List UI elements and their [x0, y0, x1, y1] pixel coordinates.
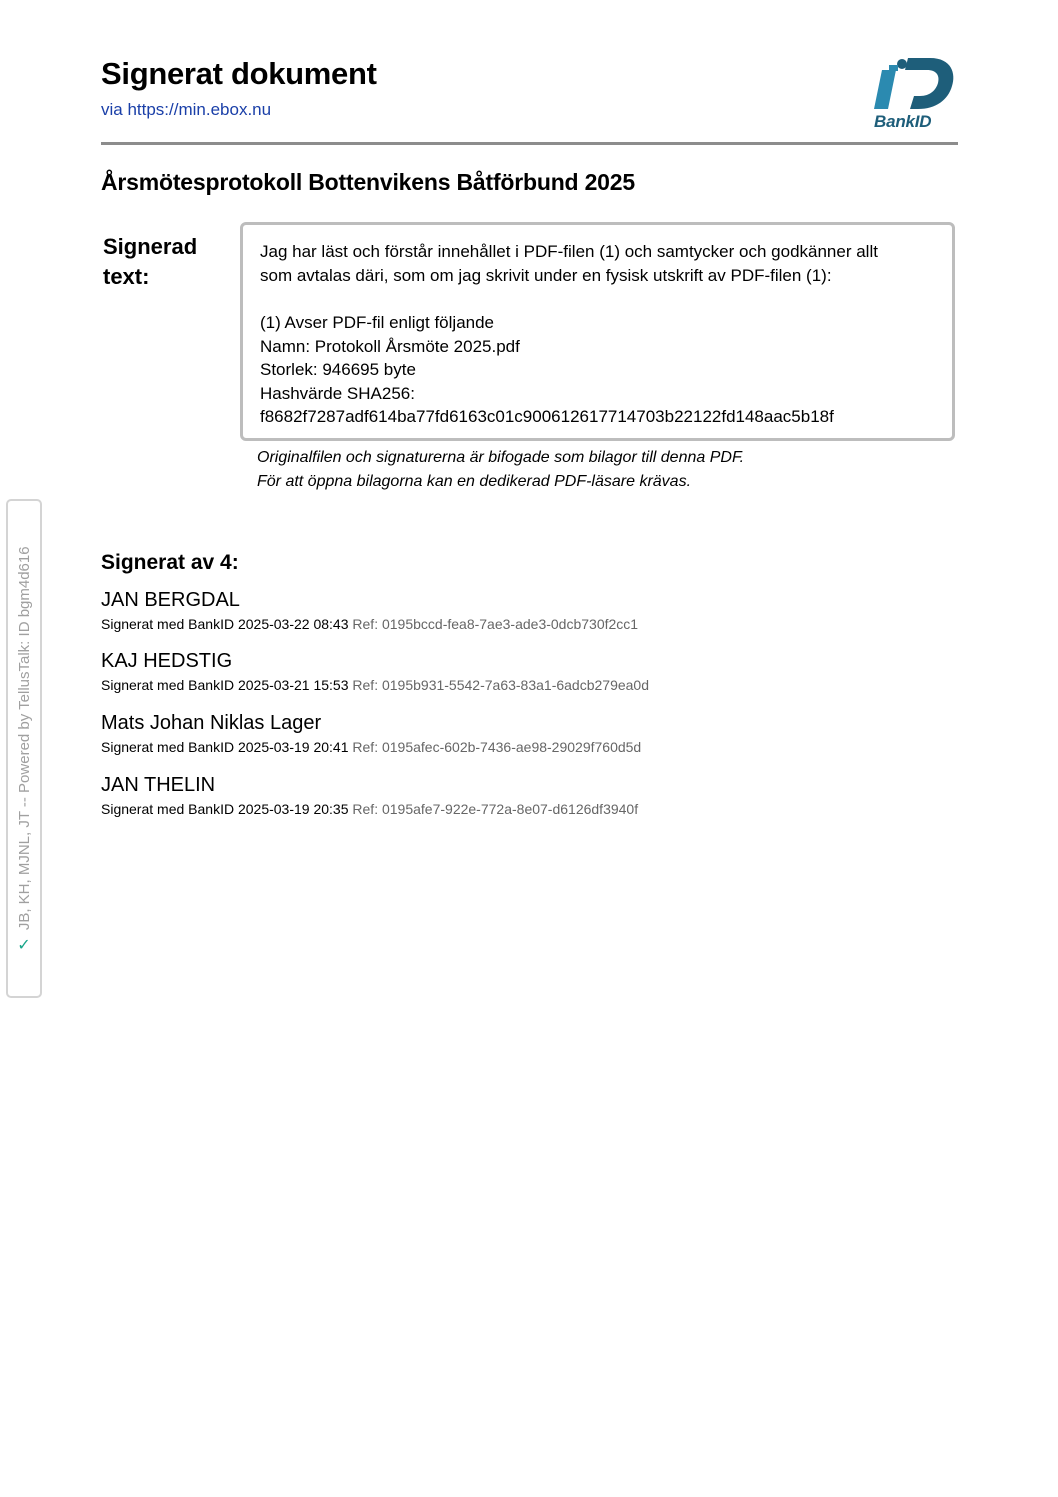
signers-heading: Signerat av 4:: [101, 551, 239, 574]
ref-label: Ref:: [352, 739, 379, 755]
verification-stamp: [6, 499, 42, 998]
signer-name: JAN BERGDAL: [101, 589, 240, 611]
hash-label-line: Hashvärde SHA256:: [260, 383, 415, 403]
signer-method: Signerat med BankID: [101, 739, 235, 755]
verification-stamp-text: JB, KH, MJNL, JT -- Powered by TellusTalk: ID bgm4d616: [15, 545, 33, 930]
checkmark-icon: ✓: [17, 936, 31, 954]
signer-entry: [101, 649, 649, 695]
signer-ref: 0195bccd-fea8-7ae3-ade3-0dcb730f2cc1: [381, 616, 639, 632]
file-size-line: Storlek: 946695 byte: [260, 360, 416, 379]
signer-method: Signerat med BankID: [101, 677, 235, 693]
file-name-line: Namn: Protokoll Årsmöte 2025.pdf: [260, 336, 520, 356]
signed-text-line: (1) Avser PDF-fil enligt följande: [260, 313, 495, 332]
signer-entry: [101, 588, 638, 634]
attachment-note: [257, 446, 744, 494]
bankid-logo-text: BankID: [874, 112, 932, 131]
page-title: Signerat dokument: [101, 56, 377, 91]
signer-entry: [101, 773, 638, 819]
ref-label: Ref:: [352, 801, 379, 817]
signed-text-label: Signerad text:: [103, 234, 198, 289]
signed-text-line: Jag har läst och förstår innehållet i PDF-filen (1) och samtycker och godkänner allt: [260, 242, 878, 261]
header-divider: [101, 142, 958, 145]
ref-label: Ref:: [352, 616, 379, 632]
document-title: Årsmötesprotokoll Bottenvikens Båtförbund 2025: [101, 169, 635, 195]
paragraph-gap: [260, 287, 935, 311]
signer-ref: 0195afe7-922e-772a-8e07-d6126df3940f: [381, 801, 639, 817]
signer-meta: [101, 799, 638, 819]
signer-datetime: 2025-03-19 20:41: [237, 739, 349, 755]
signer-name: KAJ HEDSTIG: [101, 650, 233, 672]
signer-ref: 0195b931-5542-7a63-83a1-6adcb279ea0d: [381, 677, 650, 693]
signer-name: Mats Johan Niklas Lager: [101, 712, 322, 734]
signer-datetime: 2025-03-19 20:35: [237, 801, 349, 817]
signed-text-line: som avtalas däri, som om jag skrivit under en fysisk utskrift av PDF-filen (1):: [260, 265, 832, 285]
source-link[interactable]: via https://min.ebox.nu: [101, 100, 272, 119]
signer-name: JAN THELIN: [101, 774, 216, 796]
signer-meta: [101, 737, 641, 757]
signed-text-box: [240, 222, 955, 441]
attachment-note-line: För att öppna bilagorna kan en dedikerad PDF-läsare krävas.: [257, 473, 692, 490]
signer-method: Signerat med BankID: [101, 801, 235, 817]
signer-meta: [101, 614, 638, 634]
signer-entry: [101, 711, 641, 757]
bankid-logo-icon: [872, 56, 958, 114]
attachment-note-line: Originalfilen och signaturerna är bifogade som bilagor till denna PDF.: [257, 449, 745, 466]
hash-value-line: f8682f7287adf614ba77fd6163c01c900612617714703b22122fd148aac5b18f: [260, 407, 834, 426]
bankid-logo: [872, 56, 958, 132]
signer-ref: 0195afec-602b-7436-ae98-29029f760d5d: [381, 739, 642, 755]
signer-datetime: 2025-03-22 08:43: [237, 616, 349, 632]
signer-meta: [101, 675, 649, 695]
ref-label: Ref:: [352, 677, 379, 693]
signer-datetime: 2025-03-21 15:53: [237, 677, 349, 693]
signer-method: Signerat med BankID: [101, 616, 235, 632]
